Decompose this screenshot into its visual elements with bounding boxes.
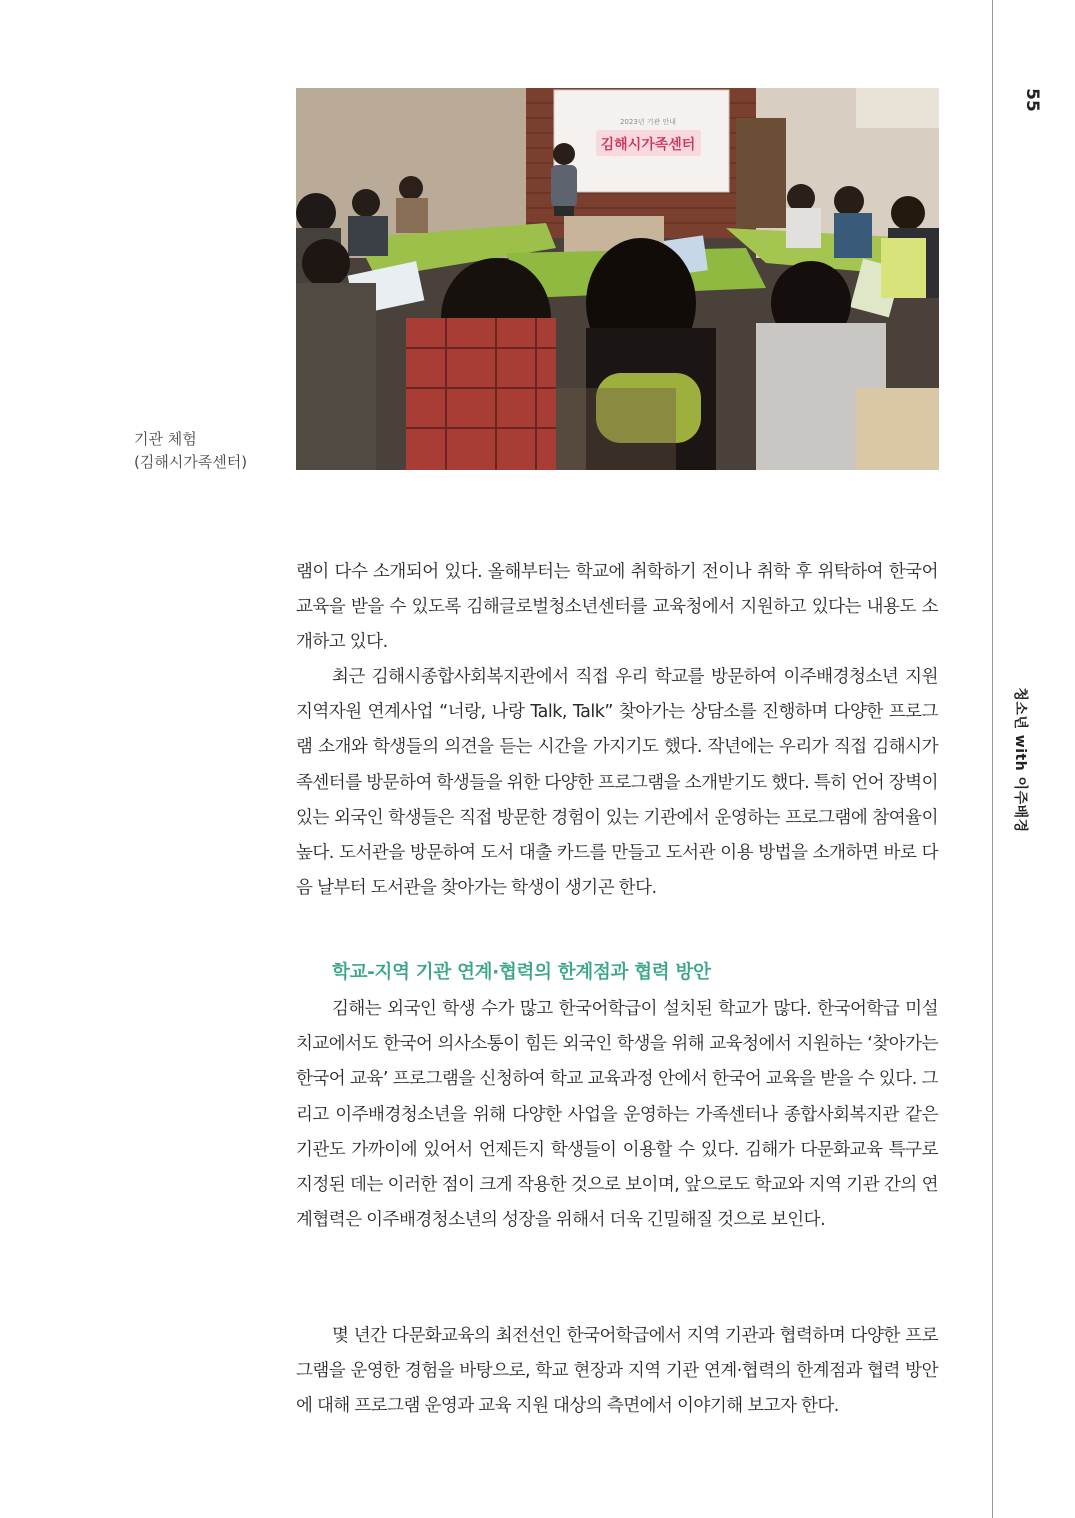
paragraph-4: 몇 년간 다문화교육의 최전선인 한국어학급에서 지역 기관과 협력하며 다양한 프로그램을 운영한 경험을 바탕으로, 학교 현장과 지역 기관 연계·협력의 한계점과 협력 방안에 대해 프로그램 운영과 교육 지원 대상의 측면에서 이야기해 보고자 한다.	[296, 1326, 938, 1417]
caption-line-1: 기관 체험	[134, 430, 197, 448]
paragraph-2: 최근 김해시종합사회복지관에서 직접 우리 학교를 방문하여 이주배경청소년 지원 지역자원 연계사업 “너랑, 나랑 Talk, Talk” 찾아가는 상담소를 진행하며 다양한 프로그램 소개와 학생들의 의견을 듣는 시간을 가지기도 했다. 작년에는 우리가 직접 김해시가족센터를 방문하여 학생들을 위한 다양한 프로그램을 소개받기도 했다. 특히 언어 장벽이 있는 외국인 학생들은 직접 방문한 경험이 있는 기관에서 운영하는 프로그램에 참여율이 높다. 도서관을 방문하여 도서 대출 카드를 만들고 도서관 이용 방법을 소개하면 바로 다음 날부터 도서관을 찾아가는 학생이 생기곤 한다.	[296, 667, 938, 899]
screen-subtitle: 2023년 기관 안내	[619, 118, 677, 126]
section-label: 청소년 with 이주배경	[1012, 687, 1028, 833]
photo-illustration	[296, 88, 939, 470]
page-number: 55	[1022, 88, 1042, 112]
photo-caption	[134, 428, 284, 474]
screen-title: 김해시가족센터	[600, 137, 696, 153]
paragraph-1: 램이 다수 소개되어 있다. 올해부터는 학교에 취학하기 전이나 취학 후 위탁하여 한국어 교육을 받을 수 있도록 김해글로벌청소년센터를 교육청에서 지원하고 있다는 내용도 소개하고 있다.	[296, 562, 938, 653]
photo-family-center-visit	[296, 88, 939, 470]
caption-line-2: (김해시가족센터)	[134, 453, 248, 471]
section-heading: 학교-지역 기관 연계·협력의 한계점과 협력 방안	[332, 962, 711, 983]
paragraph-3: 김해는 외국인 학생 수가 많고 한국어학급이 설치된 학교가 많다. 한국어학급 미설치교에서도 한국어 의사소통이 힘든 외국인 학생을 위해 교육청에서 지원하는 ‘찾아가는 한국어 교육’ 프로그램을 신청하여 학교 교육과정 안에서 한국어 교육을 받을 수 있다. 그리고 이주배경청소년을 위해 다양한 사업을 운영하는 가족센터나 종합사회복지관 같은 기관도 가까이에 있어서 언제든지 학생들이 이용할 수 있다. 김해가 다문화교육 특구로 지정된 데는 이러한 점이 크게 작용한 것으로 보이며, 앞으로도 학교와 지역 기관 간의 연계협력은 이주배경청소년의 성장을 위해서 더욱 긴밀해질 것으로 보인다.	[296, 999, 938, 1231]
margin-rule	[992, 0, 993, 1518]
